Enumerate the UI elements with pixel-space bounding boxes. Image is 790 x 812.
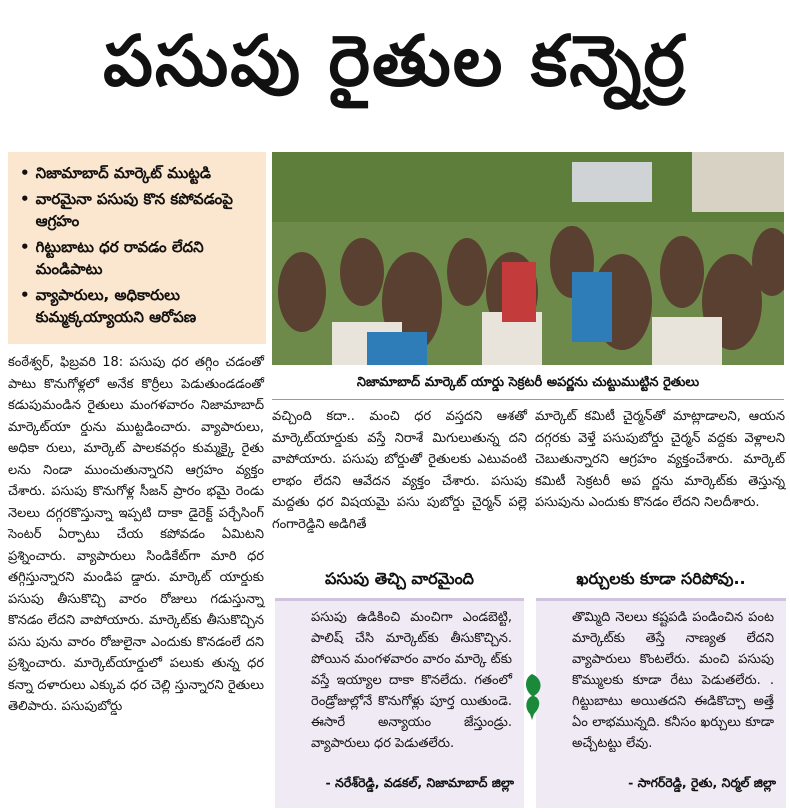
bullet-dot-icon: • xyxy=(20,286,30,304)
article-column-3: మార్కెట్ కమిటీ చైర్మన్‌తో మాట్లాడాలని, ఆయన దగ్గరకు వెళ్తే పసుపుబోర్డు చైర్మన్ వద్దకు వెళ్లాలని చెబుతున్నారని ఆగ్రహం వ్యక్తంచేశారు. మార్కెట్ కమిటీ సెక్రటరీ అప ర్ణను మార్కెట్‌కు తెస్తున్న పసుపును ఎందుకు కొనడం లేదని నిలదీశారు. xyxy=(535,409,785,510)
quote-title: ఖర్చులకు కూడా సరిపోవు.. xyxy=(536,562,786,601)
quote-title: పసుపు తెచ్చి వారమైంది xyxy=(275,562,524,601)
bullet-dot-icon: • xyxy=(20,190,30,208)
highlight-item: • నిజామాబాద్ మార్కెట్ ముట్టడి xyxy=(20,164,211,182)
quote-byline: - సాగర్‌రెడ్డి, రైతు, నిర్మల్ జిల్లా xyxy=(628,775,776,790)
highlight-item: • గిట్టుబాటు ధర రావడం లేదని మండిపాటు xyxy=(20,238,204,278)
highlight-item: • వ్యాపారులు, అధికారులు కుమ్మక్కయ్యాయని ఆరోపణ xyxy=(20,286,197,326)
quote-box-2 xyxy=(536,562,786,808)
bullet-dot-icon: • xyxy=(20,238,30,256)
quote-text: పసుపు ఉడికించి మంచిగా ఎండబెట్టి, పాలిష్ చేసి మార్కెట్‌కు తీసుకొచ్చిన. పోయిన మంగళవారం వారం మార్కె ట్‌కు వస్తే ఇయ్యాల దాకా కొనలేదు. గతంలో రెండ్రోజుల్లోనే కొనుగోళ్లు పూర్త యితుండె. ఈసారే అన్యాయం జేస్తుండ్రు. వ్యాపారులు ధర పెడుతలేరు. xyxy=(311,610,512,751)
highlights-box xyxy=(8,152,266,344)
photo-caption: నిజామాబాద్ మార్కెట్ యార్డు సెక్రటరీ అపర్ణను చుట్టుముట్టిన రైతులు xyxy=(272,369,784,400)
quote-byline: - నరేశ్‌రెడ్డి, వడకల్, నిజామాబాద్ జిల్లా xyxy=(325,775,514,790)
headline: పసుపు రైతుల కన్నెర్ర xyxy=(103,19,687,102)
leaf-icon xyxy=(520,670,546,722)
highlight-item: • వారమైనా పసుపు కొన కపోవడంపై ఆగ్రహం xyxy=(20,190,233,230)
article-column-2: వచ్చింది కదా.. మంచి ధర వస్తదని ఆశతో మార్కెట్‌యార్డుకు వస్తే నిరాశే మిగులుతున్న దని వాపోయారు. పసుపు బోర్డుతో రైతులకు ఎటువంటి లాభం లేదని ఆవేదన వ్యక్తం చేశారు. పసుపు మద్దతు ధర విషయమై పసు పుబోర్డు చైర్మన్ పల్లె గంగారెడ్డిని అడిగితే xyxy=(272,409,527,532)
bullet-dot-icon: • xyxy=(20,164,30,182)
news-photo xyxy=(272,152,784,365)
article-column-1: కంఠేశ్వర్, ఫిబ్రవరి 18: పసుపు ధర తగ్గిం చడంతో పాటు కొనుగోళ్లలో అనేక కొర్రీలు పెడుతుండడంతో కడుపుమండిన రైతులు మంగళవారం నిజామాబాద్ మార్కెట్‌యా ర్డును ముట్టడించారు. వ్యాపారులు, అధికా రులు, మార్కెట్ పాలకవర్గం కుమ్మక్కై రైతు లను నిండా ముంచుతున్నారని ఆగ్రహం వ్యక్తం చేశారు. పసుపు కొనుగోళ్ల సీజన్ ప్రారం భమై రెండు నెలలు దగ్గరకొస్తున్నా ఇప్పటి దాకా డైరెక్ట్ పర్చేసింగ్ సెంటర్ ఏర్పాటు చేయ కపోవడం ఏమిటని ప్రశ్నించారు. వ్యాపారులు సిండికేట్‌గా మారి ధర తగ్గిస్తున్నారని మండిప డ్డారు. మార్కెట్ యార్డుకు పసుపు తీసుకొచ్చి వారం రోజులు గడుస్తున్నా కొనడం లేదని వాపోయారు. మార్కెట్‌కు తీసుకొచ్చిన పసు పును వారం రోజులైనా ఎందుకు కొనడంలే దని ప్రశ్నించారు. మార్కెట్‌యార్డులో పలుకు తున్న ధర కన్నా దళారులు ఎక్కువ ధర చెల్లి స్తున్నారని రైతులు తెలిపారు. పసుపుబోర్డు xyxy=(8,355,264,714)
quote-box-1 xyxy=(275,562,524,808)
quote-text: తొమ్మిది నెలలు కష్టపడి పండించిన పంట మార్కెట్‌కు తెస్తే నాణ్యత లేదని వ్యాపారులు కొంటలేరు. మంచి పసుపు కొమ్ములకు కూడా రేటు పెడుతలేరు. . గిట్టుబాటు అయితదని ఈడికొచ్చా అత్తే ఏం లాభమున్నది. కనీసం ఖర్చులు కూడా అచ్చేటట్టు లేవు. xyxy=(572,610,774,751)
